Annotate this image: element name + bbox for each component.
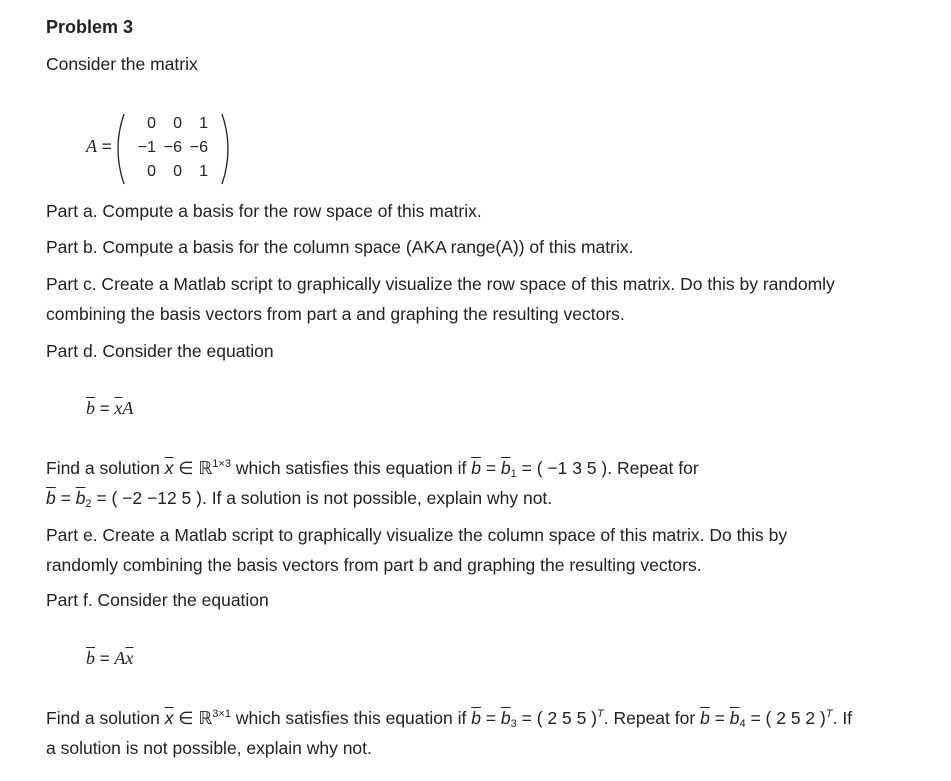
matrix-cell: −6 [163, 139, 182, 156]
part-e [46, 520, 787, 580]
matrix-lhs: A = [86, 136, 112, 156]
part-f-find [46, 703, 852, 763]
part-d-find-line2: $\overline{b} = \overline{b}_2$ = ( −2 −12 5 ). If a solution is not possible, explain why not. [46, 488, 553, 510]
part-d-label: Part d. Consider the equation [46, 341, 274, 361]
part-d-find-line1: Find a solution $\overline{x}$ ∈ ℝ$^{1\times 3}$ which satisfies this equation if $\overline{b} = \overline{b}_1$ = ( −1 3 5 ). Repeat for [46, 458, 699, 480]
part-d-find [46, 453, 699, 513]
problem-title: Problem 3 [46, 17, 134, 37]
part-f-find-line1: Find a solution $\overline{x}$ ∈ ℝ$^{3\times 1}$ which satisfies this equation if $\overline{b} = \overline{b}_3$ = ( 2 5 5 )$^T$. Repeat for $\overline{b} = \overline{b}_4$ = ( 2 5 2 )$^T$. If [46, 708, 853, 730]
intro-text: Consider the matrix [46, 54, 198, 74]
matrix-cell: −1 [137, 139, 156, 156]
matrix-cell: 0 [147, 163, 156, 180]
part-b: Part b. Compute a basis for the column space (AKA range(A)) of this matrix. [46, 237, 634, 257]
matrix-cell: −6 [189, 139, 208, 156]
matrix-a [86, 112, 266, 186]
matrix-grid [132, 112, 210, 184]
matrix-cell: 0 [173, 115, 182, 132]
part-e-line1: Part e. Create a Matlab script to graphically visualize the column space of this matrix. Do this by [46, 525, 788, 545]
part-a: Part a. Compute a basis for the row space of this matrix. [46, 201, 482, 221]
part-f-label: Part f. Consider the equation [46, 590, 269, 610]
matrix-cell: 1 [199, 163, 208, 180]
part-c-line2: combining the basis vectors from part a and graphing the resulting vectors. [46, 304, 625, 324]
matrix-cell: 0 [147, 115, 156, 132]
part-e-line2: randomly combining the basis vectors from part b and graphing the resulting vectors. [46, 555, 702, 575]
part-c [46, 269, 835, 329]
left-paren [118, 114, 124, 184]
part-c-line1: Part c. Create a Matlab script to graphically visualize the row space of this matrix. Do this by randomly [46, 274, 835, 294]
right-paren [222, 114, 228, 184]
part-f-find-line2: a solution is not possible, explain why not. [46, 738, 372, 758]
matrix-cell: 0 [173, 163, 182, 180]
equation-f: $\overline{b} = A\overline{x}$ [86, 648, 134, 668]
equation-d: $\overline{b} = \overline{x}A$ [86, 398, 134, 418]
matrix-cell: 1 [199, 115, 208, 132]
